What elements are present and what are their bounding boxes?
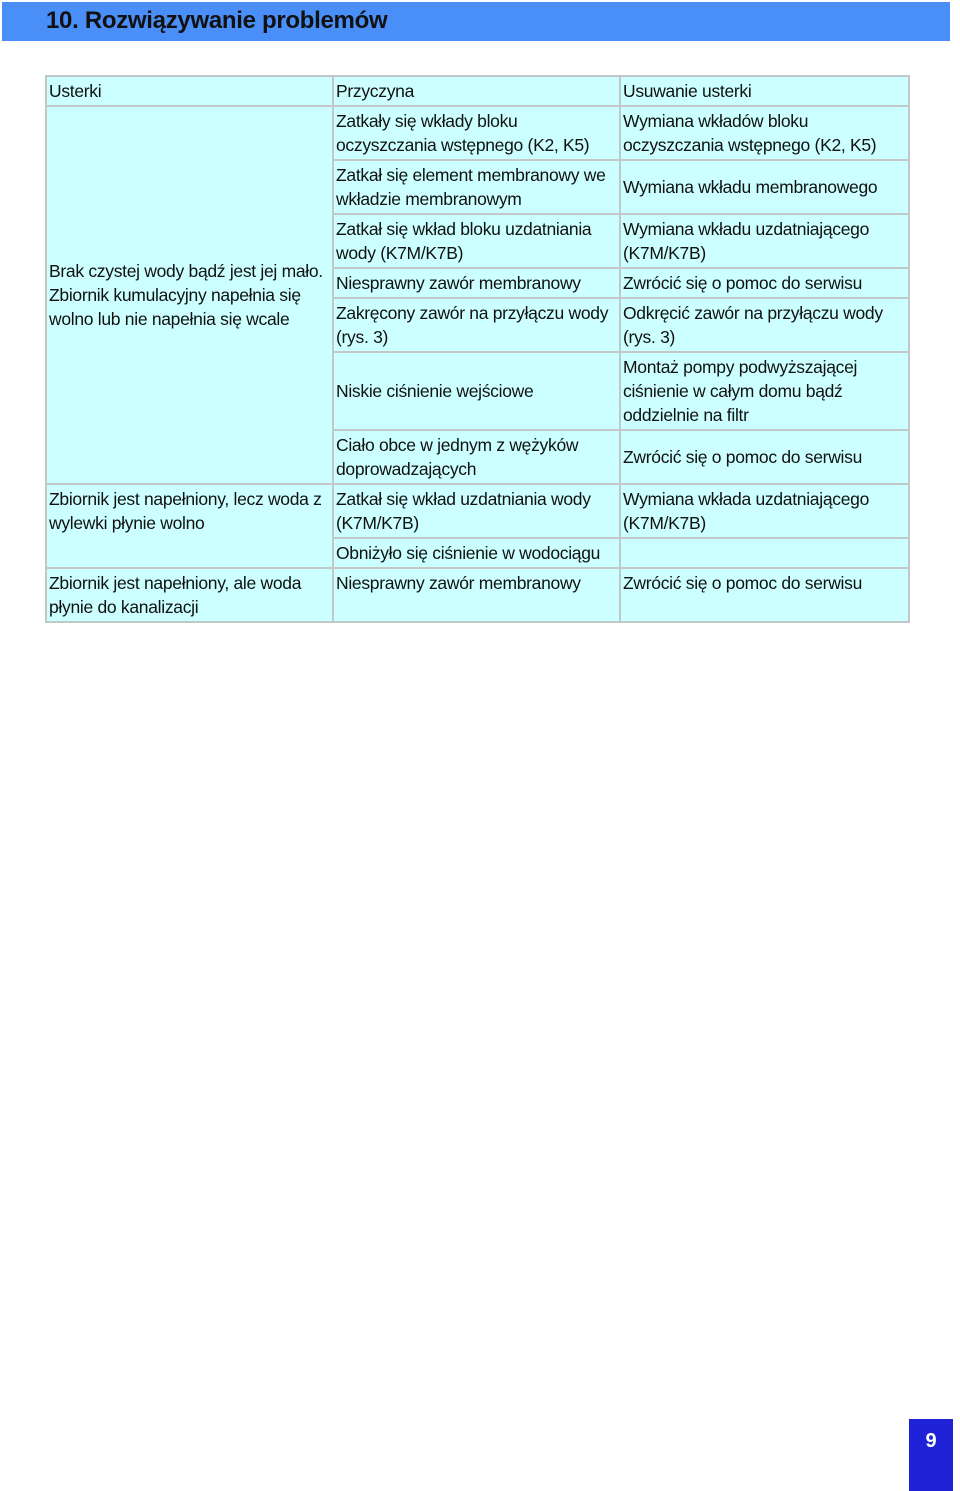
cause-cell: Zatkały się wkłady bloku oczyszczania wstępnego (K2, K5): [333, 106, 620, 160]
column-header-faults: Usterki: [46, 76, 333, 106]
remedy-cell: Montaż pompy podwyższającej ciśnienie w całym domu bądź oddzielnie na filtr: [620, 352, 909, 430]
cause-cell: Niesprawny zawór membranowy: [333, 568, 620, 622]
cause-cell: Niskie ciśnienie wejściowe: [333, 352, 620, 430]
remedy-cell: Zwrócić się o pomoc do serwisu: [620, 568, 909, 622]
cause-cell: Obniżyło się ciśnienie w wodociągu: [333, 538, 620, 568]
column-header-remedy: Usuwanie usterki: [620, 76, 909, 106]
fault-cell: Brak czystej wody bądź jest jej mało. Zbiornik kumulacyjny napełnia się wolno lub nie napełnia się wcale: [46, 106, 333, 484]
table-row: [46, 106, 909, 160]
remedy-cell: Wymiana wkładu uzdatniającego (K7M/K7B): [620, 214, 909, 268]
cause-cell: Zatkał się element membranowy we wkładzie membranowym: [333, 160, 620, 214]
cause-cell: Ciało obce w jednym z wężyków doprowadzających: [333, 430, 620, 484]
cause-cell: Niesprawny zawór membranowy: [333, 268, 620, 298]
column-header-cause: Przyczyna: [333, 76, 620, 106]
fault-cell: Zbiornik jest napełniony, ale woda płynie do kanalizacji: [46, 568, 333, 622]
remedy-cell: Wymiana wkładów bloku oczyszczania wstępnego (K2, K5): [620, 106, 909, 160]
remedy-cell: Odkręcić zawór na przyłączu wody (rys. 3): [620, 298, 909, 352]
remedy-cell: [620, 538, 909, 568]
table-row: [46, 568, 909, 622]
remedy-cell: Wymiana wkłada uzdatniającego (K7M/K7B): [620, 484, 909, 538]
table-row: [46, 484, 909, 538]
remedy-cell: Wymiana wkładu membranowego: [620, 160, 909, 214]
section-title: 10. Rozwiązywanie problemów: [46, 7, 388, 34]
remedy-cell: Zwrócić się o pomoc do serwisu: [620, 268, 909, 298]
table-header-row: [46, 76, 909, 106]
fault-cell: Zbiornik jest napełniony, lecz woda z wylewki płynie wolno: [46, 484, 333, 568]
cause-cell: Zatkał się wkład uzdatniania wody (K7M/K7B): [333, 484, 620, 538]
troubleshooting-table: [45, 75, 910, 623]
page-number-badge: 9: [909, 1419, 953, 1491]
cause-cell: Zakręcony zawór na przyłączu wody (rys. 3): [333, 298, 620, 352]
remedy-cell: Zwrócić się o pomoc do serwisu: [620, 430, 909, 484]
cause-cell: Zatkał się wkład bloku uzdatniania wody (K7M/K7B): [333, 214, 620, 268]
